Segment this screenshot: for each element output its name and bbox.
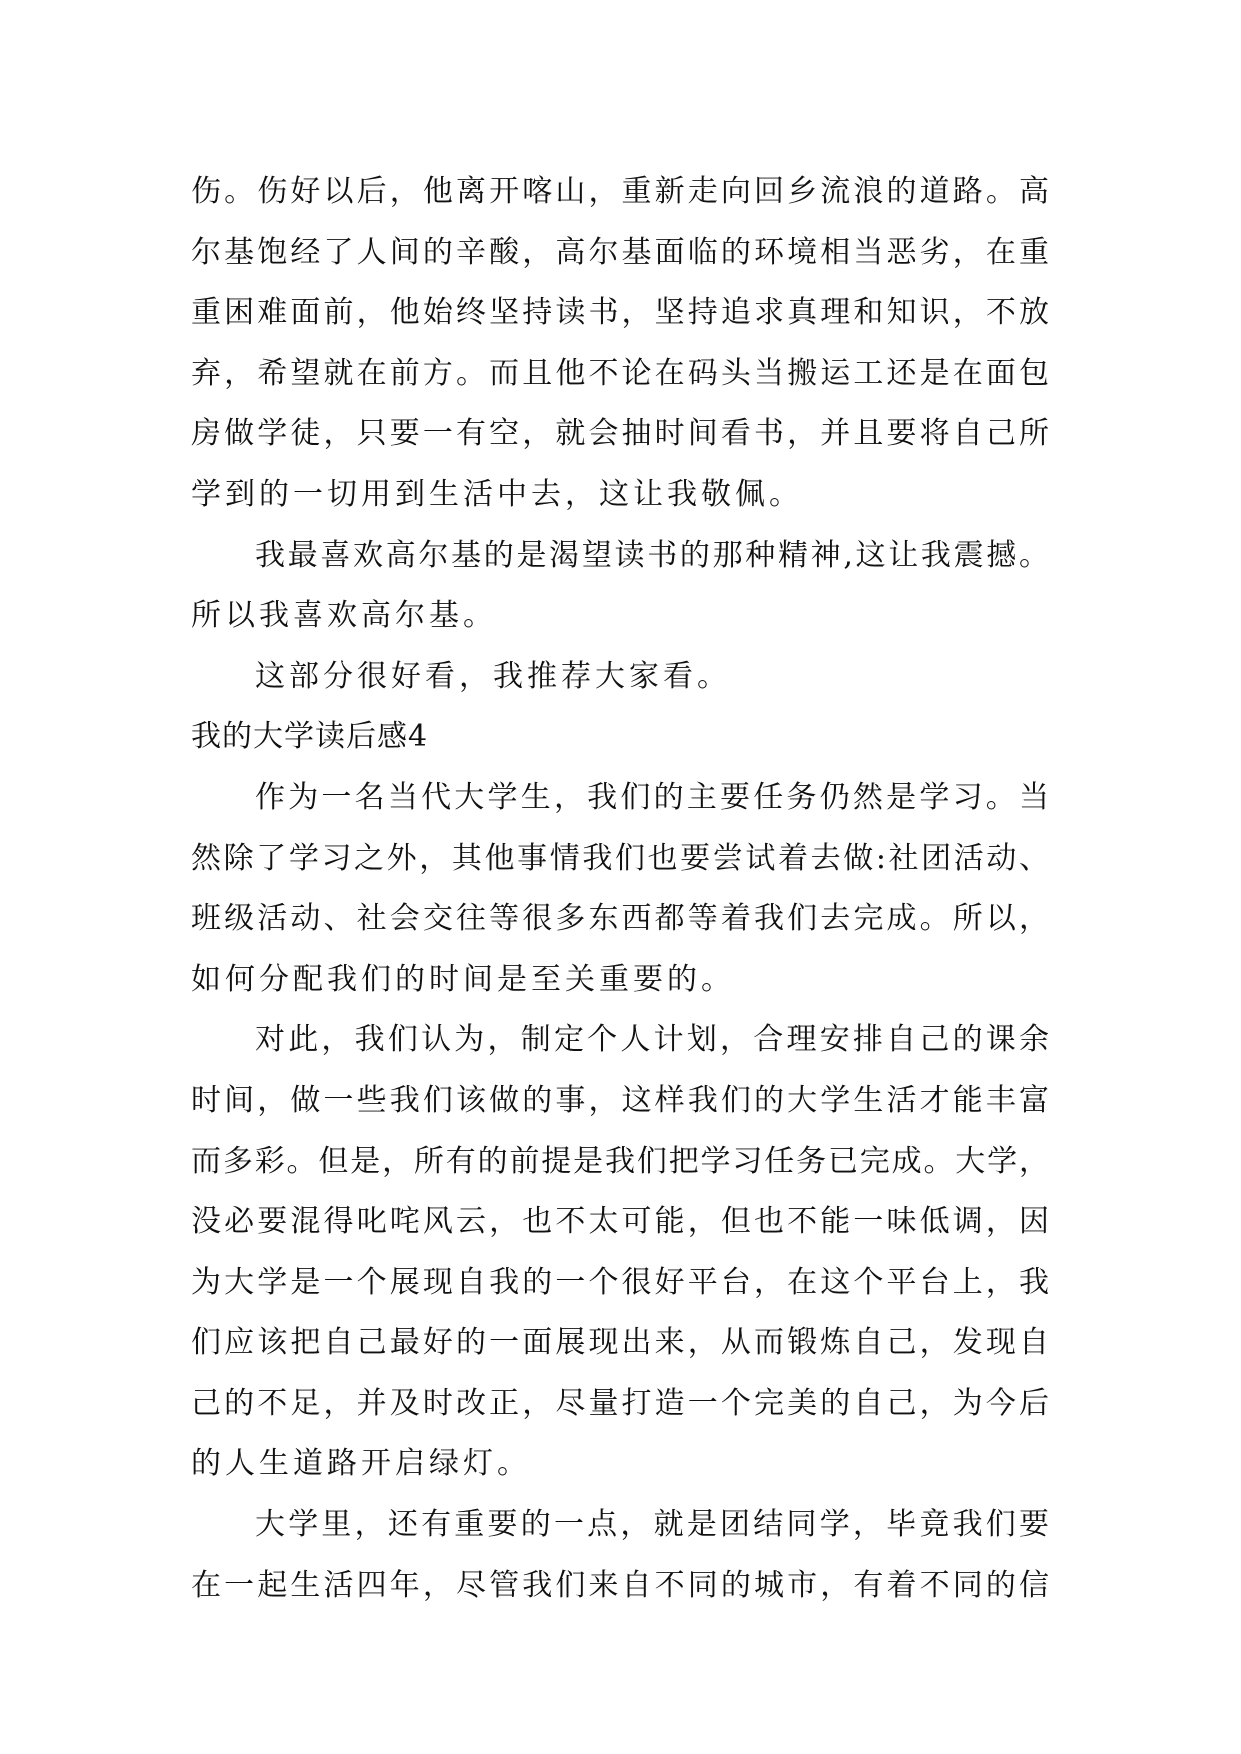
text-line: 为大学是一个展现自我的一个很好平台，在这个平台上，我 [191,1264,1049,1300]
text-line: 们应该把自己最好的一面展现出来，从而锻炼自己，发现自 [191,1325,1049,1361]
text-line: 对此，我们认为，制定个人计划，合理安排自己的课余 [255,1022,1049,1058]
section-heading: 我的大学读后感4 [191,719,429,755]
text-line: 所以我喜欢高尔基。 [191,598,497,634]
text-line: 重困难面前，他始终坚持读书，坚持追求真理和知识，不放 [191,295,1049,331]
text-line: 这部分很好看，我推荐大家看。 [255,658,731,694]
text-line: 时间，做一些我们该做的事，这样我们的大学生活才能丰富 [191,1082,1049,1118]
text-line: 我最喜欢高尔基的是渴望读书的那种精神,这让我震撼。 [255,537,1049,573]
text-line: 弃，希望就在前方。而且他不论在码头当搬运工还是在面包 [191,355,1049,391]
text-line: 而多彩。但是，所有的前提是我们把学习任务已完成。大学， [191,1143,1049,1179]
text-line: 学到的一切用到生活中去，这让我敬佩。 [191,476,803,512]
text-line: 作为一名当代大学生，我们的主要任务仍然是学习。当 [255,779,1049,815]
text-line: 房做学徒，只要一有空，就会抽时间看书，并且要将自己所 [191,416,1049,452]
text-line: 大学里，还有重要的一点，就是团结同学，毕竟我们要 [255,1507,1049,1543]
text-line: 班级活动、社会交往等很多东西都等着我们去完成。所以， [191,901,1049,937]
text-line: 己的不足，并及时改正，尽量打造一个完美的自己，为今后 [191,1385,1049,1421]
text-line: 没必要混得叱咤风云，也不太可能，但也不能一味低调，因 [191,1204,1049,1240]
text-line: 在一起生活四年，尽管我们来自不同的城市，有着不同的信 [191,1567,1049,1603]
document-body [191,162,1049,1616]
text-line: 然除了学习之外，其他事情我们也要尝试着去做:社团活动、 [191,840,1049,876]
text-line: 尔基饱经了人间的辛酸，高尔基面临的环境相当恶劣，在重 [191,234,1049,270]
text-line: 伤。伤好以后，他离开喀山，重新走向回乡流浪的道路。高 [191,174,1049,209]
text-line: 如何分配我们的时间是至关重要的。 [191,961,735,997]
text-line: 的人生道路开启绿灯。 [191,1446,531,1482]
